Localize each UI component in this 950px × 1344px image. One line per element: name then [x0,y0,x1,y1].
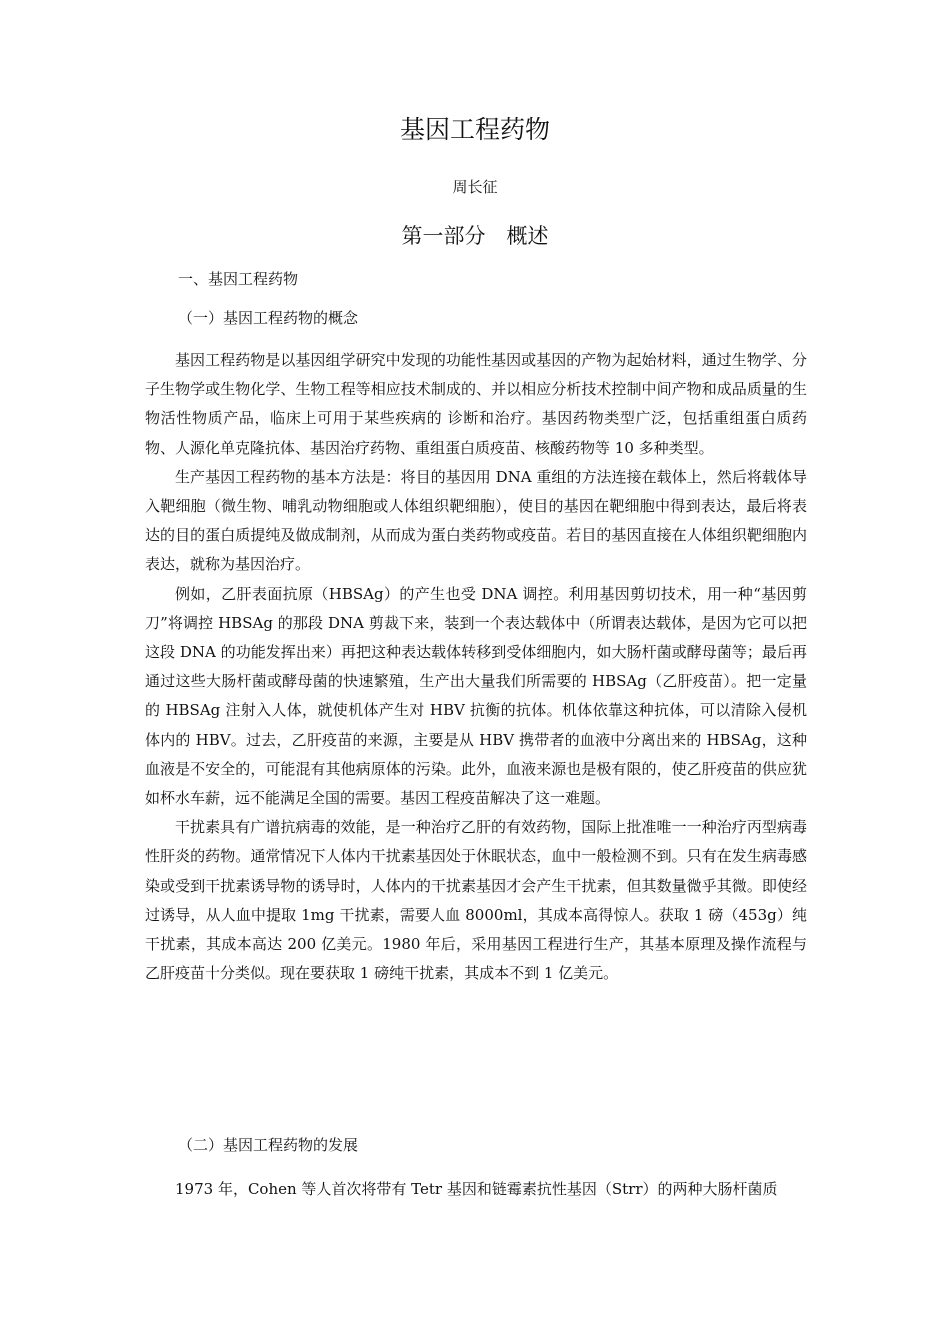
subsection-heading-development: （二）基因工程药物的发展 [178,1136,359,1154]
document-title: 基因工程药物 [399,115,550,144]
subsection-body-development [145,1175,807,1204]
author-name: 周长征 [452,178,498,196]
paragraph-hbsag-example: 例如，乙肝表面抗原（HBSAg）的产生也受 DNA 调控。利用基因剪切技术，用一种“基因剪刀”将调控 HBSAg 的那段 DNA 剪裁下来，装到一个表达载体中（所谓表达载体，是因为它可以把这段 DNA 的功能发挥出来）再把这种表达载体转移到受体细胞内，如大肠杆菌或酵母菌等；最后再通过这些大肠杆菌或酵母菌的快速繁殖，生产出大量我们所需要的 HBSAg（乙肝疫苗）。把一定量的 HBSAg 注射入人体，就使机体产生对 HBV 抗衡的抗体。机体依靠这种抗体，可以清除入侵机体内的 HBV。过去，乙肝疫苗的来源，主要是从 HBV 携带者的血液中分离出来的 HBSAg，这种血液是不安全的，可能混有其他病原体的污染。此外，血液来源也是极有限的，使乙肝疫苗的供应犹如杯水车薪，远不能满足全国的需要。基因工程疫苗解决了这一难题。 [145,584,807,808]
subsection-body-concept [145,346,807,988]
section-heading: 一、基因工程药物 [178,270,299,288]
paragraph-history: 1973 年，Cohen 等人首次将带有 Tetr 基因和链霉素抗性基因（Strr）的两种大肠杆菌质 [175,1180,778,1198]
paragraph-definition: 基因工程药物是以基因组学研究中发现的功能性基因或基因的产物为起始材料，通过生物学、分子生物学或生物化学、生物工程等相应技术制成的、并以相应分析技术控制中间产物和成品质量的生物活性物质产品，临床上可用于某些疾病的 诊断和治疗。基因药物类型广泛，包括重组蛋白质药物、人源化单克隆抗体、基因治疗药物、重组蛋白质疫苗、核酸药物等 10 多种类型。 [145,351,807,457]
part-title: 第一部分 概述 [401,224,549,248]
paragraph-interferon: 干扰素具有广谱抗病毒的效能，是一种治疗乙肝的有效药物，国际上批准唯一一种治疗丙型病毒性肝炎的药物。通常情况下人体内干扰素基因处于休眠状态，血中一般检测不到。只有在发生病毒感染或受到干扰素诱导物的诱导时，人体内的干扰素基因才会产生干扰素，但其数量微乎其微。即使经过诱导，从人血中提取 1mg 干扰素，需要人血 8000ml，其成本高得惊人。获取 1 磅（453g）纯干扰素，其成本高达 200 亿美元。1980 年后，采用基因工程进行生产，其基本原理及操作流程与乙肝疫苗十分类似。现在要获取 1 磅纯干扰素，其成本不到 1 亿美元。 [145,818,807,983]
paragraph-method: 生产基因工程药物的基本方法是：将目的基因用 DNA 重组的方法连接在载体上，然后将载体导入靶细胞（微生物、哺乳动物细胞或人体组织靶细胞），使目的基因在靶细胞中得到表达，最后将表达的目的蛋白质提纯及做成制剂，从而成为蛋白类药物或疫苗。若目的基因直接在人体组织靶细胞内表达，就称为基因治疗。 [145,467,807,574]
subsection-heading-concept: （一）基因工程药物的概念 [178,309,359,327]
